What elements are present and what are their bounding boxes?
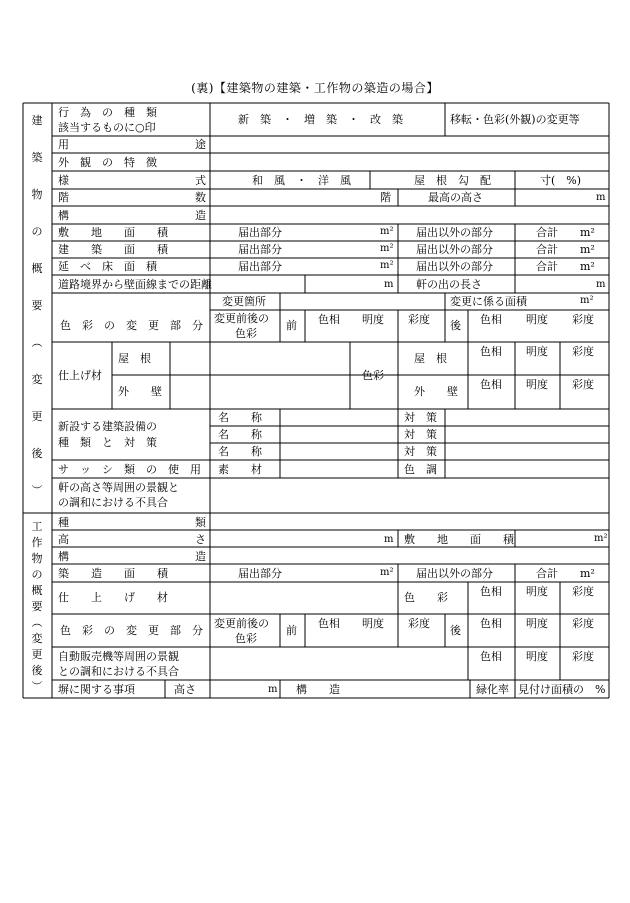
equipment-label-2: 種 類 と 対 策 [58,436,157,449]
s-chroma-after: 彩度 [572,617,594,630]
s-finish-chroma: 彩度 [572,585,594,598]
s-build-unit: m² [380,567,394,578]
use-label-2: 途 [195,138,206,151]
s-build-other: 届出以外の部分 [416,567,493,580]
floor-area-total: 合計 m² [536,260,595,273]
change-area-unit: m² [580,295,594,306]
s-build-total: 合計 m² [536,567,595,580]
wall-chroma: 彩度 [572,378,594,391]
kind-label-2: 類 [195,516,206,529]
s-finish-hue: 色相 [480,585,502,598]
wall-label-right: 外 壁 [414,385,458,398]
build-area-unit: m² [380,243,394,254]
greening-label: 緑化率 [476,683,509,696]
build-area-total: 合計 m² [536,243,595,256]
s-structure-label-2: 造 [195,550,206,563]
s-site-area-unit: m² [594,533,608,544]
fence-height-label: 高さ [174,683,196,696]
s-after-label: 後 [450,624,461,637]
s-hue-before: 色相 [318,617,340,630]
build-area-notified: 届出部分 [238,243,282,256]
eaves-unit: m [596,279,606,290]
act-option-new[interactable]: 新 築 ・ 増 築 ・ 改 築 [238,113,403,126]
style-value[interactable]: 和 風 ・ 洋 風 [252,174,351,187]
s-height-label-2: さ [195,533,206,546]
s-finish-value: 明度 [526,585,548,598]
roof-hue: 色相 [480,345,502,358]
s-before-after-label: 変更前後の [214,617,269,630]
wall-label: 外 壁 [118,385,162,398]
floors-unit: 階 [380,191,391,204]
before-after-label-2: 色彩 [235,327,257,340]
s-color-change-label: 色 彩 の 変 更 部 分 [60,624,203,637]
fence-label: 塀に関する事項 [58,683,135,696]
discord-label-2: の調和における不具合 [58,496,168,509]
equipment-label: 新設する建築設備の [58,420,157,433]
color-change-label: 色 彩 の 変 更 部 分 [60,319,203,332]
kind-label: 種 [58,516,69,529]
side-label-building: 建 築 物 の 概 要 ︵ 変 更 後 ︶ [31,114,43,497]
vending-chroma: 彩度 [572,650,594,663]
structure-label-2: 造 [195,209,206,222]
structure-label: 構 [58,209,69,222]
discord-label: 軒の高さ等周囲の景観と [58,481,179,494]
fence-height-unit: m [268,684,278,695]
sash-material-label: 素 材 [218,463,262,476]
fence-structure-label: 構 造 [296,683,340,696]
s-chroma-before: 彩度 [408,617,430,630]
ext-feature-label: 外 観 の 特 徴 [58,156,157,169]
equipment-name-2: 名 称 [218,428,262,441]
sash-label: サ ッ シ 類 の 使 用 [58,463,201,476]
wall-hue: 色相 [480,378,502,391]
pitch-unit: 寸( %) [540,174,582,187]
site-area-unit: m² [380,226,394,237]
floors-label-2: 数 [195,191,206,204]
roof-pitch-label: 屋 根 勾 配 [414,174,491,187]
roof-value: 明度 [526,345,548,358]
eaves-label: 軒の出の長さ [416,278,482,291]
vending-label-2: との調和における不具合 [58,665,179,678]
value-after: 明度 [526,313,548,326]
greening-ratio: 見付け面積の % [518,683,606,696]
floor-area-other: 届出以外の部分 [416,260,493,273]
max-height-unit: m [596,192,606,203]
side-label-structure: 工 作 物 の 概 要 ︵ 変 更 後 ︶ [31,520,43,693]
wall-value: 明度 [526,378,548,391]
s-build-notified: 届出部分 [238,567,282,580]
change-place-label: 変更箇所 [222,295,266,308]
s-structure-label: 構 [58,550,69,563]
floor-area-label: 延 べ 床 面 積 [58,260,157,273]
chroma-before: 彩度 [408,313,430,326]
road-distance-unit: m [384,279,394,290]
site-area-notified: 届出部分 [238,226,282,239]
roof-chroma: 彩度 [572,345,594,358]
color-label: 色彩 [362,369,384,382]
floors-label: 階 [58,191,69,204]
act-select-label: 該当するものに○印 [58,121,156,134]
max-height-label: 最高の高さ [428,191,483,204]
hue-after: 色相 [480,313,502,326]
act-type-label: 行 為 の 種 類 [58,106,157,119]
site-area-other: 届出以外の部分 [416,226,493,239]
vending-value: 明度 [526,650,548,663]
sash-tone-label: 色 調 [404,463,437,476]
equipment-measure-3: 対 策 [404,445,437,458]
build-area-other: 届出以外の部分 [416,243,493,256]
equipment-name-3: 名 称 [218,445,262,458]
s-finish-label: 仕 上 げ 材 [58,591,168,604]
value-before: 明度 [362,313,384,326]
before-after-label: 変更前後の [214,312,269,325]
style-label-2: 式 [195,174,206,187]
hue-before: 色相 [318,313,340,326]
s-site-area-label: 敷 地 面 積 [404,533,514,546]
page-title: (裏)【建築物の建築・工作物の築造の場合】 [191,81,439,95]
finish-label: 仕上げ材 [58,369,102,382]
site-area-total: 合計 m² [536,226,595,239]
roof-label: 屋 根 [118,352,151,365]
floor-area-notified: 届出部分 [238,260,282,273]
road-distance-label: 道路境界から壁面線までの距離 [58,278,212,291]
equipment-measure-2: 対 策 [404,428,437,441]
floor-area-unit: m² [380,260,394,271]
use-label: 用 [58,138,69,151]
s-color-label: 色 彩 [404,591,448,604]
vending-label: 自動販売機等周囲の景観 [58,650,179,663]
s-value-before: 明度 [362,617,384,630]
s-height-label: 高 [58,533,69,546]
s-hue-after: 色相 [480,617,502,630]
s-value-after: 明度 [526,617,548,630]
style-label: 様 [58,174,69,187]
roof-label-right: 屋 根 [414,352,447,365]
vending-hue: 色相 [480,650,502,663]
change-area-label: 変更に係る面積 [450,295,527,308]
s-before-after-label-2: 色彩 [235,632,257,645]
before-label: 前 [286,319,297,332]
s-build-area-label: 築 造 面 積 [58,567,168,580]
act-option-move[interactable]: 移転・色彩(外観)の変更等 [450,113,580,126]
site-area-label: 敷 地 面 積 [58,226,168,239]
equipment-measure-1: 対 策 [404,411,437,424]
build-area-label: 建 築 面 積 [58,243,168,256]
equipment-name-1: 名 称 [218,411,262,424]
s-height-unit: m [384,534,394,545]
s-before-label: 前 [286,624,297,637]
after-label: 後 [450,319,461,332]
chroma-after: 彩度 [572,313,594,326]
